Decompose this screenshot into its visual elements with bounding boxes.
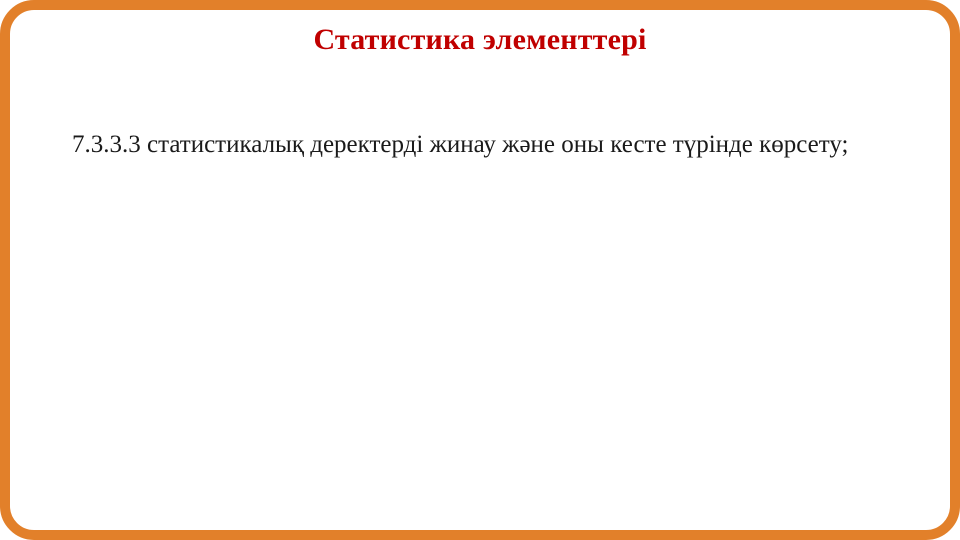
- slide-body-text: 7.3.3.3 статистикалық деректерді жинау және оны кесте түрінде көрсету;: [72, 131, 849, 158]
- slide-inner-panel: [10, 10, 950, 530]
- page-title: Статистика элементтері: [313, 23, 647, 56]
